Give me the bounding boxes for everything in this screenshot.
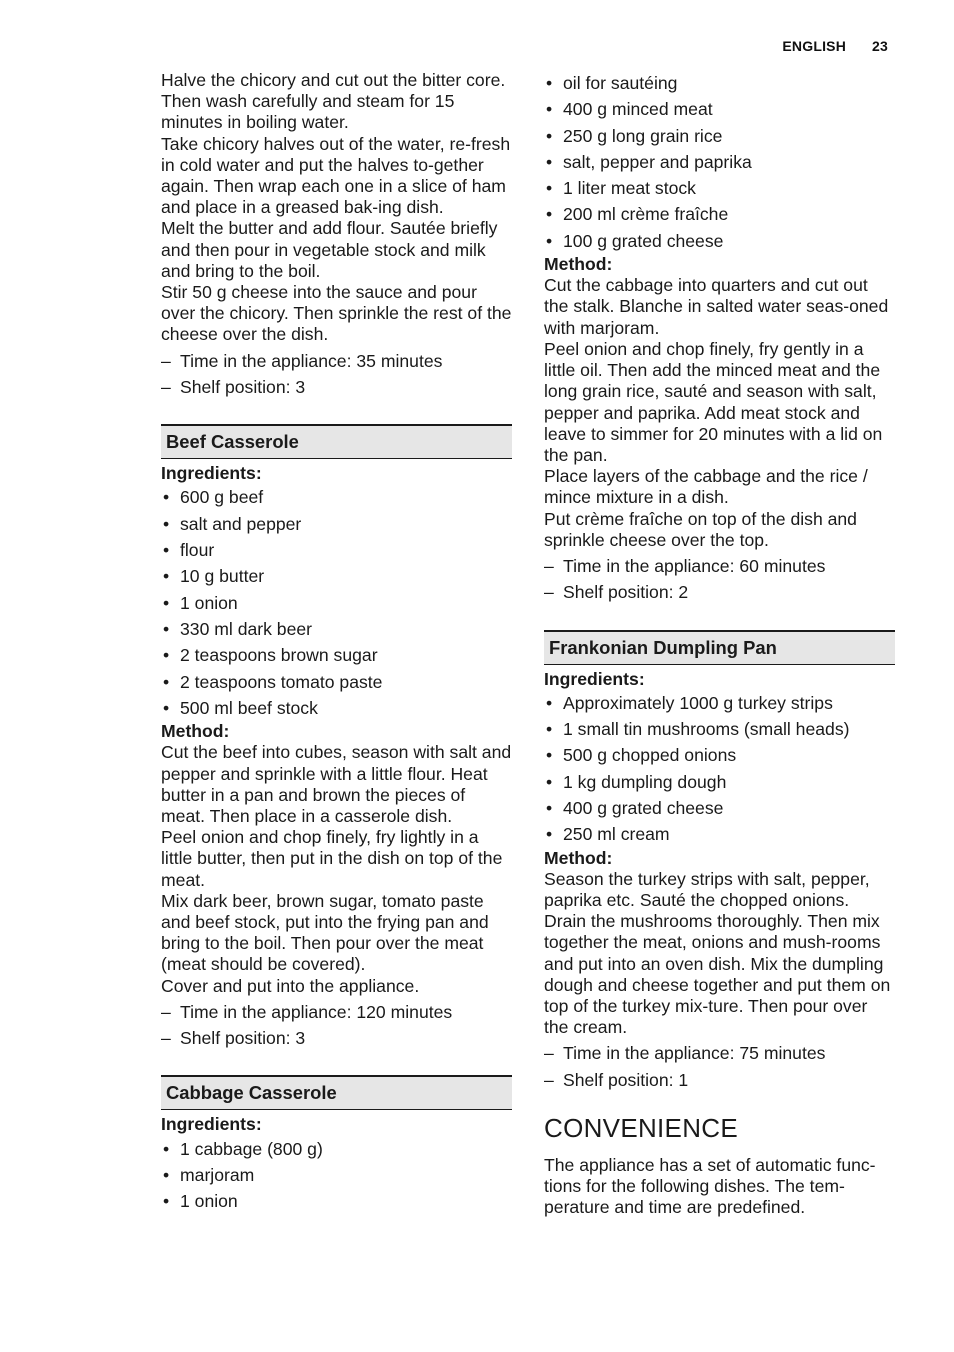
method-paragraph: Stir 50 g cheese into the sauce and pour over the chicory. Then sprinkle the rest of the cheese over the dish. — [161, 282, 512, 345]
cabbage-notes — [544, 553, 895, 606]
section-title-frankonian-dumpling-pan: Frankonian Dumpling Pan — [544, 630, 895, 665]
ingredient-item: • salt, pepper and paprika — [544, 149, 895, 175]
method-paragraph: Cover and put into the appliance. — [161, 975, 420, 996]
ingredient-item: • 1 small tin mushrooms (small heads) — [544, 716, 895, 742]
note-item: – Shelf position: 3 — [161, 1025, 512, 1051]
chicory-notes — [161, 348, 512, 401]
note-item: – Time in the appliance: 75 minutes — [544, 1040, 895, 1066]
ingredient-item: • 100 g grated cheese — [544, 228, 895, 254]
ingredient-item: • 400 g grated cheese — [544, 795, 895, 821]
method-paragraph: Put crème fraîche on top of the dish and sprinkle cheese over the top. — [544, 508, 857, 550]
section-title-cabbage-casserole: Cabbage Casserole — [161, 1075, 512, 1110]
dumpling-ingredients-list — [544, 690, 895, 848]
convenience-heading: CONVENIENCE — [544, 1112, 738, 1143]
page-header — [782, 38, 888, 54]
beef-notes — [161, 999, 512, 1052]
method-paragraph: Take chicory halves out of the water, re-fresh in cold water and put the halves to-gether again. Then wrap each one in a slice of ham and place in a greased bak-ing dish. — [161, 133, 511, 218]
ingredient-item: • 10 g butter — [161, 563, 512, 589]
method-paragraph: Peel onion and chop finely, fry lightly in a little butter, then put in the dish on top of the meat. — [161, 827, 503, 890]
method-paragraph: Cut the cabbage into quarters and cut out the stalk. Blanche in salted water seas-oned with marjoram. — [544, 275, 889, 338]
ingredient-item: • 1 cabbage (800 g) — [161, 1136, 512, 1162]
language-label: ENGLISH — [782, 38, 847, 54]
beef-method — [161, 742, 512, 996]
chicory-method — [161, 70, 512, 346]
method-paragraph: Melt the butter and add flour. Sautée briefly and then pour in vegetable stock and milk and bring to the boil. — [161, 218, 498, 281]
note-item: – Time in the appliance: 60 minutes — [544, 553, 895, 579]
dumpling-method — [544, 869, 895, 1039]
ingredient-item: • 330 ml dark beer — [161, 616, 512, 642]
ingredient-item: • flour — [161, 537, 512, 563]
ingredient-item: • 250 ml cream — [544, 821, 895, 847]
cabbage-method — [544, 275, 895, 551]
method-label: Method: — [161, 721, 230, 742]
note-item: – Time in the appliance: 120 minutes — [161, 999, 512, 1025]
ingredient-item: • 2 teaspoons tomato paste — [161, 669, 512, 695]
ingredient-item: • 500 ml beef stock — [161, 695, 512, 721]
ingredients-label: Ingredients: — [161, 1114, 262, 1135]
method-paragraph: Season the turkey strips with salt, pepper, paprika etc. Sauté the chopped onions. Drain the mushrooms thoroughly. Then mix together the meat, onions and mush-rooms and put into an oven dish. Mix the dumpling dough and cheese together and put them on top of the turkey mix-ture. Then pour over the cream. — [544, 868, 891, 1038]
ingredient-item: • 500 g chopped onions — [544, 742, 895, 768]
ingredient-item: • marjoram — [161, 1162, 512, 1188]
note-item: – Shelf position: 2 — [544, 579, 895, 605]
method-paragraph: Halve the chicory and cut out the bitter core. Then wash carefully and steam for 15 minutes in boiling water. — [161, 70, 506, 133]
ingredient-item: • 1 liter meat stock — [544, 175, 895, 201]
convenience-text: The appliance has a set of automatic func-tions for the following dishes. The tem-perature and time are predefined. — [544, 1154, 876, 1218]
dumpling-notes — [544, 1040, 895, 1093]
left-column — [161, 70, 512, 1214]
ingredient-item: • 400 g minced meat — [544, 96, 895, 122]
cabbage-ingredients-list-continued — [544, 70, 895, 254]
ingredient-item: • 250 g long grain rice — [544, 123, 895, 149]
method-label: Method: — [544, 847, 613, 868]
ingredient-item: • 1 onion — [161, 1188, 512, 1214]
ingredients-label: Ingredients: — [161, 463, 262, 484]
note-item: – Shelf position: 1 — [544, 1067, 895, 1093]
method-label: Method: — [544, 254, 613, 275]
method-paragraph: Cut the beef into cubes, season with salt and pepper and sprinkle with a little flour. Heat butter in a pan and brown the pieces of meat. Then place in a casserole dish. — [161, 742, 512, 826]
ingredient-item: • 600 g beef — [161, 484, 512, 510]
ingredient-item: • salt and pepper — [161, 511, 512, 537]
right-column — [544, 70, 895, 1219]
page-number: 23 — [872, 38, 888, 54]
ingredient-item: • 1 kg dumpling dough — [544, 769, 895, 795]
ingredient-item: • Approximately 1000 g turkey strips — [544, 690, 895, 716]
note-item: – Time in the appliance: 35 minutes — [161, 348, 512, 374]
note-item: – Shelf position: 3 — [161, 374, 512, 400]
method-paragraph: Place layers of the cabbage and the rice / mince mixture in a dish. — [544, 466, 868, 508]
beef-ingredients-list — [161, 484, 512, 721]
section-title-beef-casserole: Beef Casserole — [161, 424, 512, 459]
cabbage-ingredients-list — [161, 1136, 512, 1215]
ingredient-item: • 1 onion — [161, 590, 512, 616]
ingredient-item: • 2 teaspoons brown sugar — [161, 642, 512, 668]
ingredient-item: • oil for sautéing — [544, 70, 895, 96]
ingredients-label: Ingredients: — [544, 668, 645, 689]
method-paragraph: Mix dark beer, brown sugar, tomato paste and beef stock, put into the frying pan and bring to the boil. Then pour over the meat (meat should be covered). — [161, 890, 489, 975]
ingredient-item: • 200 ml crème fraîche — [544, 201, 895, 227]
method-paragraph: Peel onion and chop finely, fry gently in a little oil. Then add the minced meat and the long grain rice, sauté and season with salt, pepper and paprika. Add meat stock and leave to simmer for 20 minutes with a lid on the pan. — [544, 338, 883, 465]
